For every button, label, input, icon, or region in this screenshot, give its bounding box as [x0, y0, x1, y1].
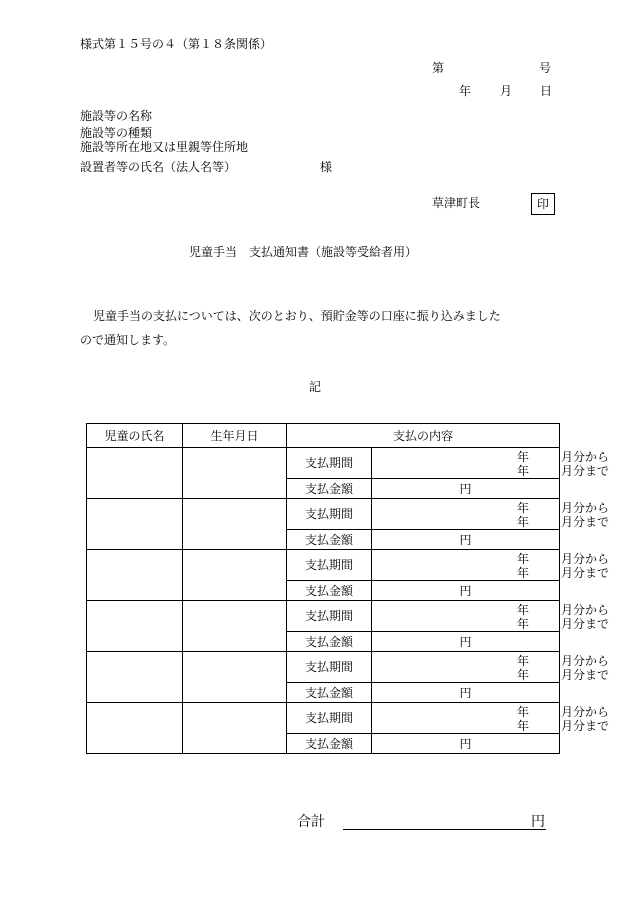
facility-type-label: 施設等の種類 — [80, 126, 153, 140]
period-to: 月分まで — [561, 515, 610, 529]
period-nen-1: 年 — [517, 450, 530, 464]
period-from: 月分から — [561, 552, 610, 566]
period-value-cell[interactable] — [372, 652, 610, 683]
birth-date-cell[interactable] — [183, 652, 287, 703]
period-nen-1: 年 — [517, 603, 530, 617]
form-id: 様式第１５号の４（第１８条関係） — [80, 37, 273, 51]
birth-date-cell[interactable] — [183, 550, 287, 601]
period-label: 支払期間 — [287, 550, 372, 581]
period-nen-2: 年 — [517, 668, 530, 682]
body-line-1: 児童手当の支払については、次のとおり、預貯金等の口座に振り込みました — [93, 309, 501, 323]
body-line-2: ので通知します。 — [80, 333, 176, 347]
child-name-cell[interactable] — [87, 652, 183, 703]
period-value-cell[interactable] — [372, 550, 610, 581]
amount-label: 支払金額 — [287, 581, 372, 601]
period-nen-2: 年 — [517, 464, 530, 478]
period-nen-2: 年 — [517, 515, 530, 529]
amount-yen[interactable]: 円 — [372, 734, 560, 754]
period-from: 月分から — [561, 501, 610, 515]
child-name-cell[interactable] — [87, 499, 183, 550]
doc-title: 児童手当 支払通知書（施設等受給者用） — [189, 245, 418, 259]
child-name-cell[interactable] — [87, 601, 183, 652]
period-to: 月分まで — [561, 566, 610, 580]
table-row — [87, 703, 560, 734]
period-label: 支払期間 — [287, 499, 372, 530]
birth-date-cell[interactable] — [183, 703, 287, 754]
amount-yen[interactable]: 円 — [372, 581, 560, 601]
period-nen-2: 年 — [517, 719, 530, 733]
date-year: 年 — [459, 84, 472, 98]
period-nen-1: 年 — [517, 654, 530, 668]
period-from: 月分から — [561, 450, 610, 464]
period-label: 支払期間 — [287, 652, 372, 683]
amount-label: 支払金額 — [287, 479, 372, 499]
amount-label: 支払金額 — [287, 530, 372, 550]
amount-yen[interactable]: 円 — [372, 632, 560, 652]
date-month: 月 — [500, 84, 513, 98]
facility-address-label: 施設等所在地又は里親等住所地 — [80, 140, 249, 154]
period-from: 月分から — [561, 705, 610, 719]
period-nen-1: 年 — [517, 705, 530, 719]
child-name-cell[interactable] — [87, 550, 183, 601]
period-to: 月分まで — [561, 668, 610, 682]
issuer-title: 草津町長 — [432, 196, 481, 210]
amount-label: 支払金額 — [287, 683, 372, 703]
seal-box — [531, 193, 555, 215]
period-value-cell[interactable] — [372, 601, 610, 632]
number-label-go: 号 — [539, 61, 552, 75]
seal-text: 印 — [536, 197, 549, 211]
table-row — [87, 448, 560, 479]
header-payment-content: 支払の内容 — [287, 424, 560, 448]
total-label: 合計 — [297, 814, 325, 830]
founder-label: 設置者等の氏名（法人名等） — [80, 160, 237, 174]
period-nen-2: 年 — [517, 617, 530, 631]
period-to: 月分まで — [561, 719, 610, 733]
period-to: 月分まで — [561, 464, 610, 478]
total-amount-line[interactable] — [343, 829, 546, 830]
amount-yen[interactable]: 円 — [372, 530, 560, 550]
number-label-dai: 第 — [432, 61, 445, 75]
period-label: 支払期間 — [287, 448, 372, 479]
period-nen-1: 年 — [517, 552, 530, 566]
child-name-cell[interactable] — [87, 448, 183, 499]
birth-date-cell[interactable] — [183, 601, 287, 652]
table-row — [87, 550, 560, 581]
header-child-name: 児童の氏名 — [87, 424, 183, 448]
table-row — [87, 601, 560, 632]
period-label: 支払期間 — [287, 703, 372, 734]
ki-label: 記 — [309, 380, 322, 394]
amount-yen[interactable]: 円 — [372, 479, 560, 499]
honorific: 様 — [320, 160, 333, 174]
facility-name-label: 施設等の名称 — [80, 109, 153, 123]
period-nen-1: 年 — [517, 501, 530, 515]
birth-date-cell[interactable] — [183, 499, 287, 550]
amount-yen[interactable]: 円 — [372, 683, 560, 703]
payment-table — [86, 423, 610, 754]
header-birth-date: 生年月日 — [183, 424, 287, 448]
birth-date-cell[interactable] — [183, 448, 287, 499]
amount-label: 支払金額 — [287, 632, 372, 652]
period-label: 支払期間 — [287, 601, 372, 632]
period-nen-2: 年 — [517, 566, 530, 580]
table-header-row — [87, 424, 560, 448]
period-value-cell[interactable] — [372, 448, 610, 479]
period-value-cell[interactable] — [372, 499, 610, 530]
amount-label: 支払金額 — [287, 734, 372, 754]
date-day: 日 — [540, 84, 553, 98]
period-to: 月分まで — [561, 617, 610, 631]
child-name-cell[interactable] — [87, 703, 183, 754]
period-from: 月分から — [561, 603, 610, 617]
table-row — [87, 499, 560, 530]
total-yen: 円 — [531, 814, 545, 830]
period-value-cell[interactable] — [372, 703, 610, 734]
table-row — [87, 652, 560, 683]
period-from: 月分から — [561, 654, 610, 668]
